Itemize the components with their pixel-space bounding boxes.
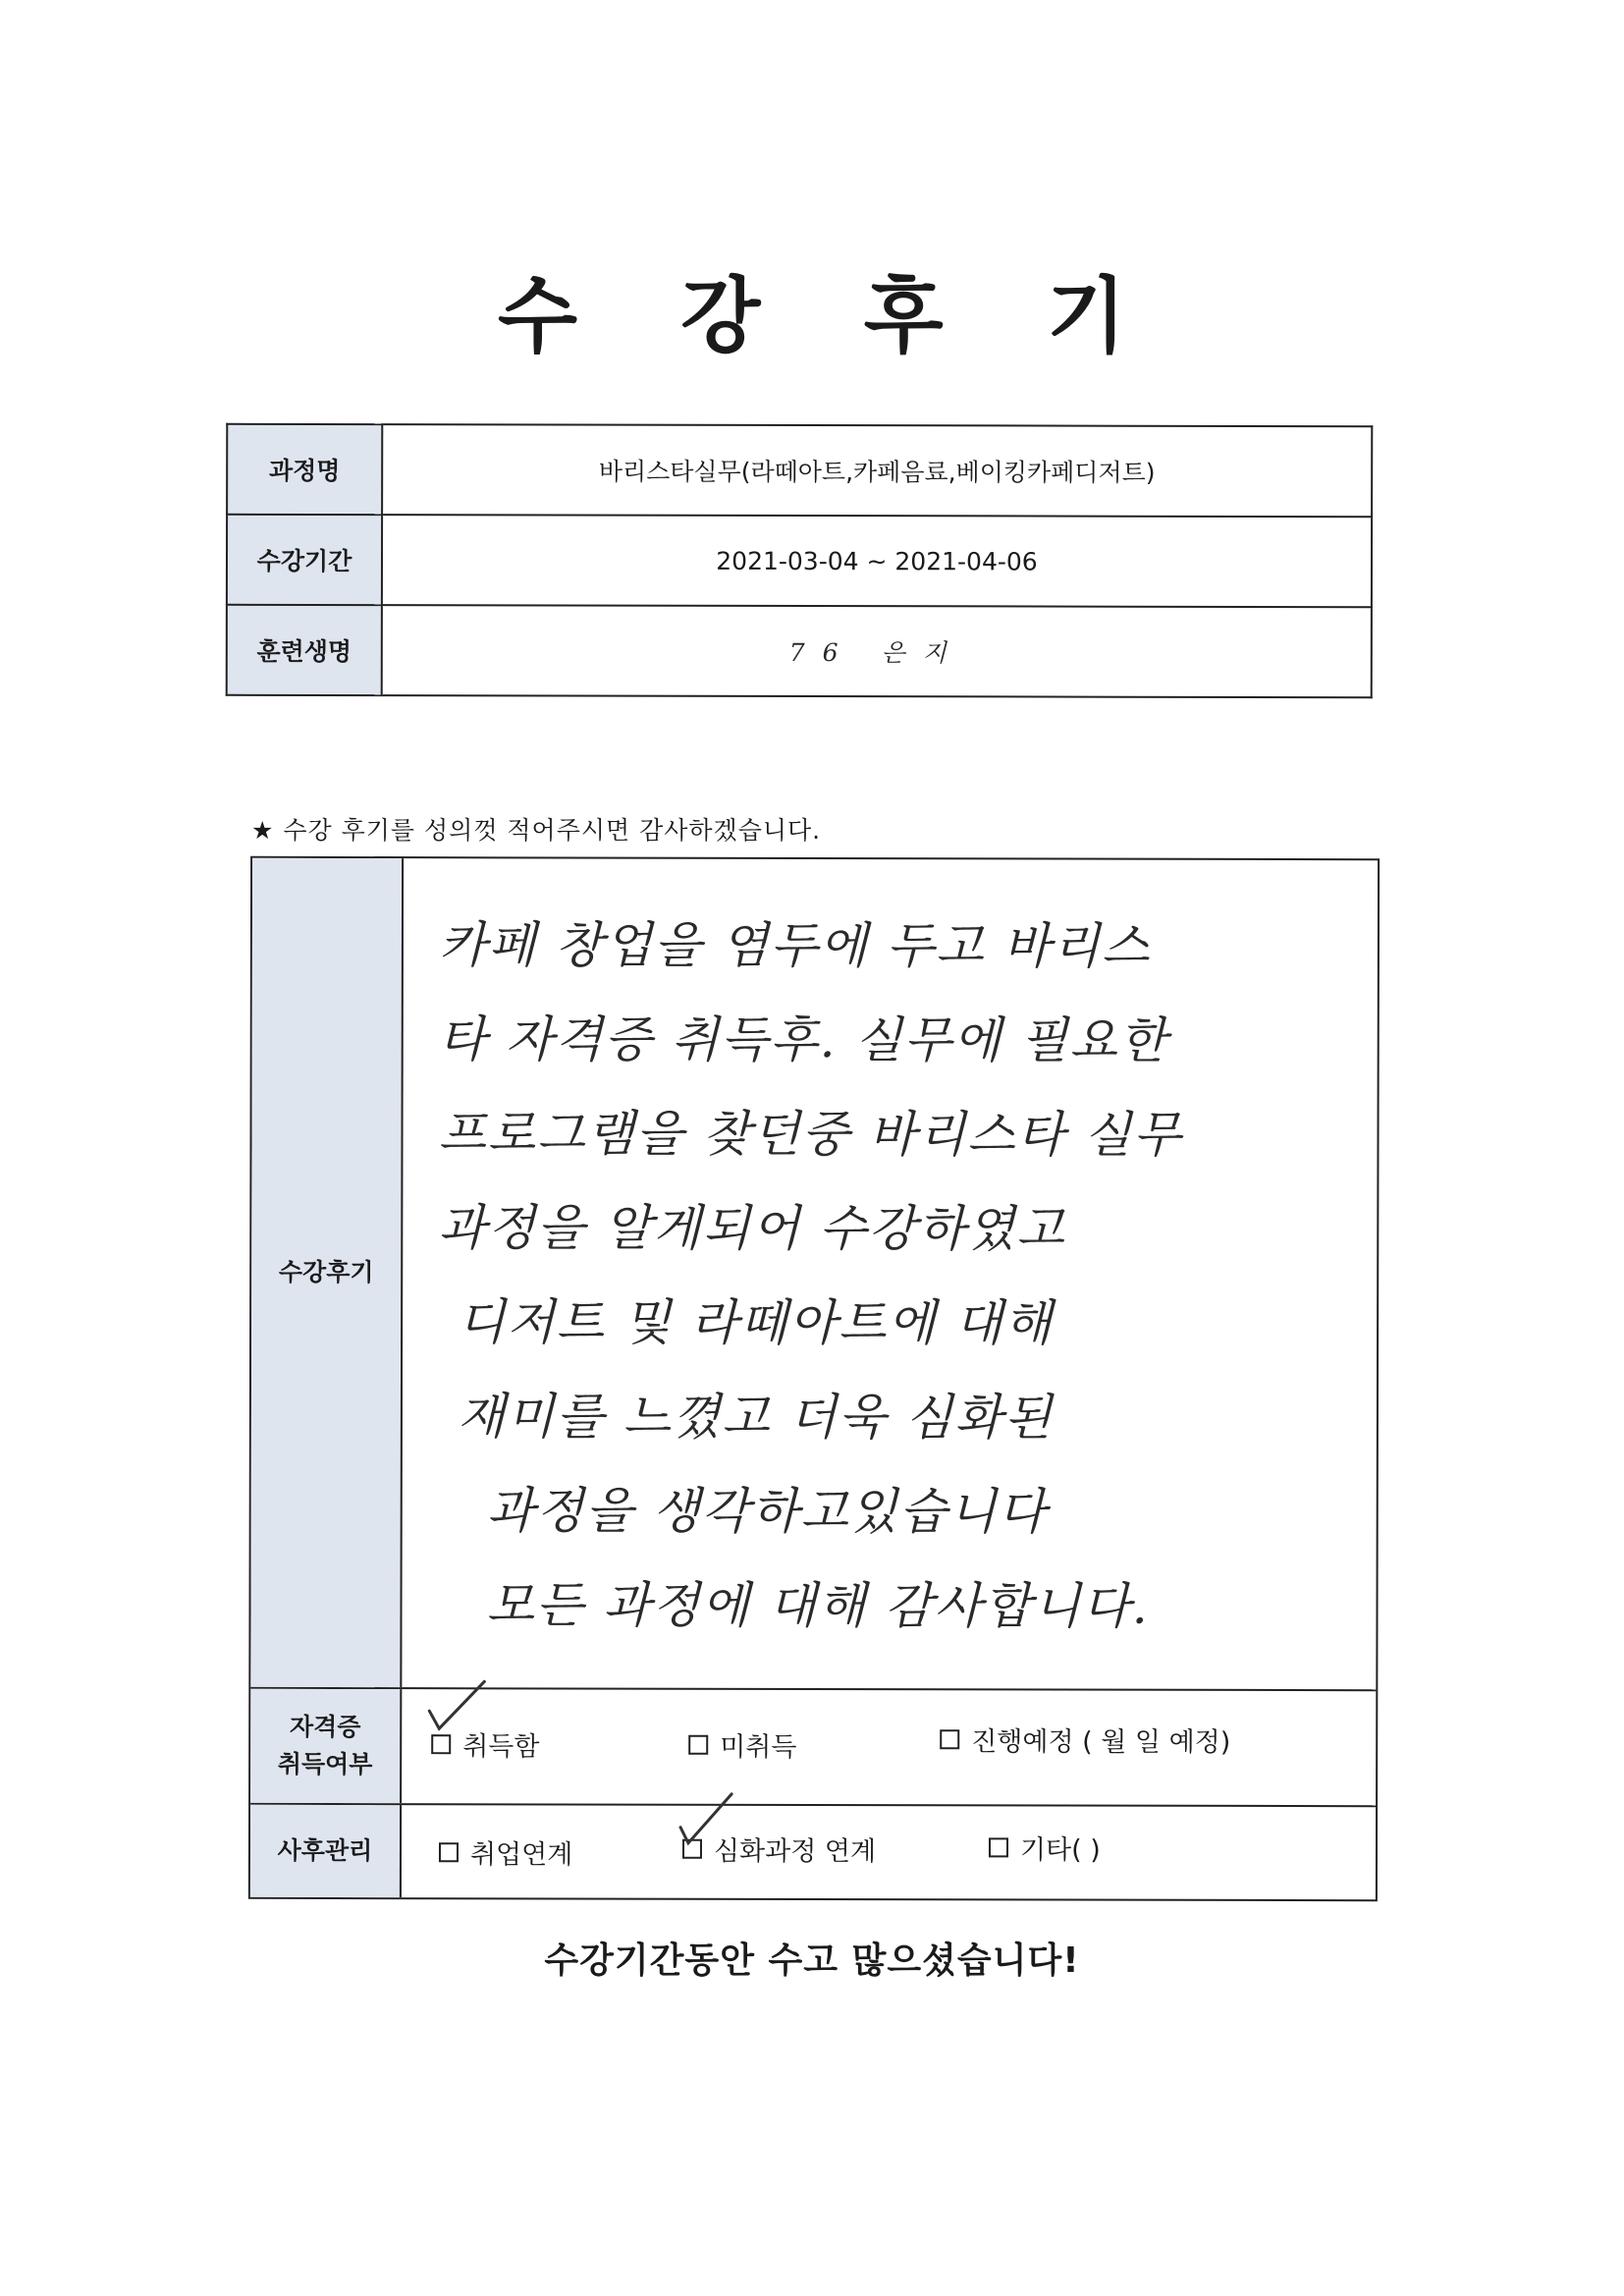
period-label: 수강기간 (227, 515, 382, 605)
option-in-progress[interactable] (940, 1720, 1230, 1759)
option-label: 기타( ) (1019, 1834, 1101, 1866)
certificate-row (250, 1689, 1376, 1807)
course-row (227, 424, 1372, 517)
trainee-label: 훈련생명 (227, 605, 382, 695)
review-label: 수강후기 (250, 858, 404, 1687)
course-info-table (226, 423, 1374, 698)
option-other[interactable] (989, 1828, 1101, 1866)
review-line: 과정을 알게되어 수강하였고 (438, 1199, 1066, 1258)
checkbox[interactable] (989, 1837, 1008, 1857)
checkbox[interactable] (682, 1838, 702, 1858)
review-line: 재미를 느꼈고 더욱 심화된 (457, 1388, 1054, 1447)
trainee-row (227, 605, 1372, 697)
review-line: 카페 창업을 염두에 두고 바리스 (438, 916, 1152, 975)
checkbox[interactable] (688, 1734, 708, 1754)
review-line: 프로그램을 찾던중 바리스타 실무 (438, 1105, 1183, 1164)
review-line: 타 자격증 취득후. 실무에 필요한 (438, 1011, 1169, 1069)
period-row (227, 515, 1372, 607)
aftercare-label: 사후관리 (250, 1805, 402, 1897)
option-employment-link[interactable] (439, 1832, 572, 1871)
option-label: 미취득 (720, 1731, 797, 1763)
checkbox[interactable] (439, 1842, 459, 1862)
option-advanced-course[interactable] (682, 1830, 876, 1868)
review-form (248, 856, 1380, 1901)
instruction-note: ★ 수강 후기를 성의껏 적어주시면 감사하겠습니다. (251, 816, 822, 845)
certificate-label-line: 자격증 (289, 1712, 361, 1742)
course-label: 과정명 (227, 424, 382, 515)
option-label: 취득함 (462, 1731, 540, 1763)
review-handwritten-text (437, 898, 1348, 1654)
option-acquired[interactable] (431, 1724, 539, 1763)
checkbox[interactable] (940, 1729, 959, 1749)
course-value: 바리스타실무(라떼아트,카페음료,베이킹카페디저트) (382, 424, 1372, 517)
option-label: 심화과정 연계 (713, 1835, 877, 1868)
certificate-label-line: 취득여부 (277, 1749, 373, 1779)
period-value: 2021-03-04 ~ 2021-04-06 (382, 515, 1372, 607)
document-title: 수 강 후 기 (497, 268, 1164, 364)
closing-message: 수강기간동안 수고 많으셨습니다! (544, 1941, 1080, 1981)
option-label: 취업연계 (469, 1839, 573, 1871)
review-line: 디저트 및 라떼아트에 대해 (458, 1293, 1055, 1352)
aftercare-row (250, 1805, 1376, 1899)
option-label: 진행예정 ( 월 일 예정) (971, 1726, 1231, 1758)
review-line: 과정을 생각하고있습니다 (486, 1482, 1048, 1541)
checkbox[interactable] (431, 1734, 451, 1754)
trainee-name-handwritten: 76 은지 (382, 605, 1372, 697)
certificate-label (250, 1689, 402, 1803)
review-line: 모든 과정에 대해 감사합니다. (486, 1576, 1150, 1635)
review-row (250, 858, 1378, 1691)
option-not-acquired[interactable] (688, 1725, 796, 1764)
